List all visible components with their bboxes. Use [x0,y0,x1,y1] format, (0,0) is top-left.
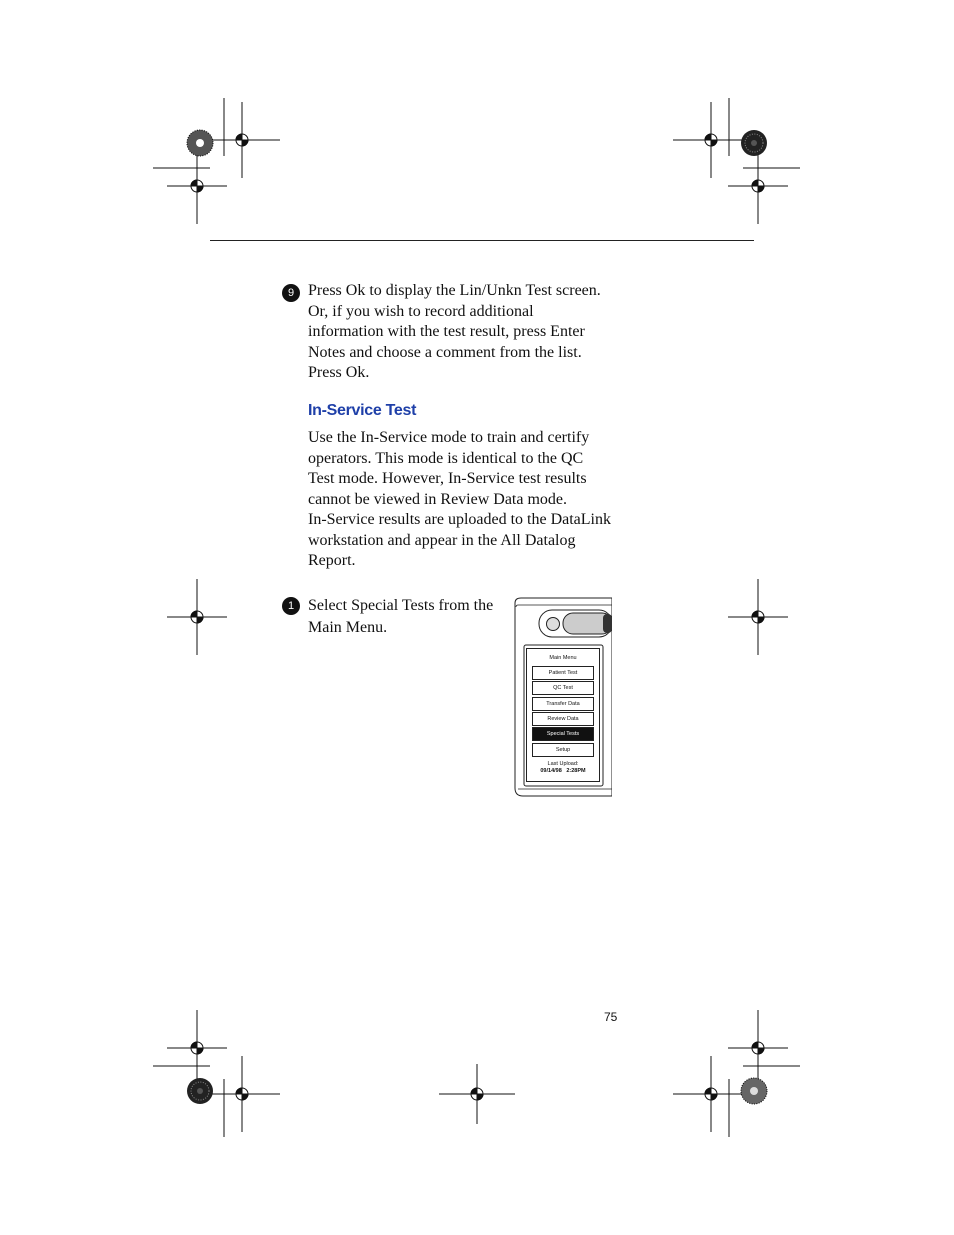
step1-line: Select Special Tests from the [308,597,494,614]
step1-line: Main Menu. [308,619,388,636]
menu-item-patient-test[interactable]: Patient Test [532,666,594,680]
paragraph-line: cannot be viewed in Review Data mode. [308,490,568,508]
section-heading: In-Service Test [308,402,417,419]
last-upload-timestamp: 09/14/98 2:28PM [540,768,586,774]
paragraph-line: Test mode. However, In-Service test results [308,470,587,487]
menu-item-transfer-data[interactable]: Transfer Data [532,697,594,711]
paragraph-line: Use the In-Service mode to train and certify [308,429,590,446]
section-paragraph [308,428,611,572]
step9-line: information with the test result, press Enter [308,323,585,340]
device-screen-menu [526,648,600,782]
menu-item-setup[interactable]: Setup [532,743,594,757]
step1-text [308,595,493,639]
last-upload-status [527,761,599,775]
step9-line: Press Ok to display the Lin/Unkn Test screen. [308,282,601,299]
paragraph-line: In-Service results are uploaded to the DataLink [308,511,611,528]
paragraph-line: operators. This mode is identical to the QC [308,449,584,467]
menu-title: Main Menu [549,655,577,661]
paragraph-line: workstation and appear in the All Datalog [308,531,576,549]
step-number-badge: 1 [282,597,300,615]
paragraph-line: Report. [308,552,356,569]
menu-item-qc-test[interactable]: QC Test [532,681,594,695]
step9-line: Press Ok. [308,364,370,381]
step9-text [308,281,601,384]
header-rule [210,240,754,241]
menu-item-review-data[interactable]: Review Data [532,712,594,726]
menu-item-special-tests[interactable]: Special Tests [532,727,594,741]
step9-line: Notes and choose a comment from the list. [308,343,582,361]
step9-line: Or, if you wish to record additional [308,302,534,320]
page-number: 75 [604,1010,618,1024]
last-upload-label: Last Upload: [547,761,579,767]
step-number-badge: 9 [282,284,300,302]
